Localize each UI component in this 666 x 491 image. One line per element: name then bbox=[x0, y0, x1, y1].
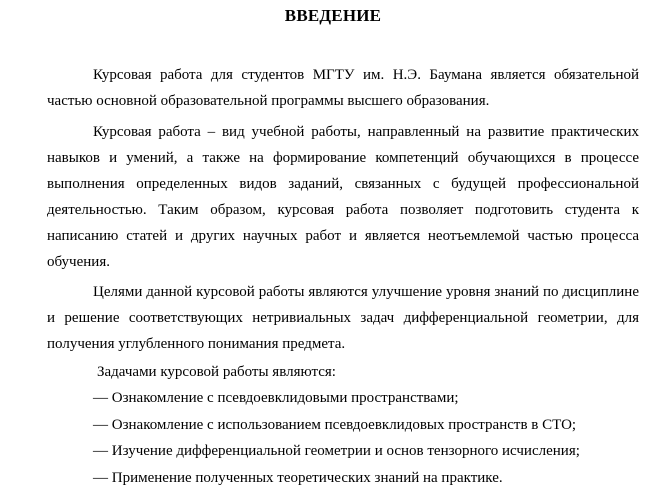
paragraph-course-work-goals: Целями данной курсовой работы являются улучшение уровня знаний по дисциплине и решение соответствующих нетривиальных задач дифференциальной геометрии, для получения углубленного понимания предмета. bbox=[47, 284, 639, 352]
page-title: ВВЕДЕНИЕ bbox=[284, 6, 382, 25]
paragraph-course-work-mandatory: Курсовая работа для студентов МГТУ им. Н.Э. Баумана является обязательной частью основной образовательной программы высшего образования. bbox=[47, 67, 639, 109]
list-item: — Изучение дифференциальной геометрии и основ тензорного исчисления; bbox=[93, 443, 580, 459]
tasks-list bbox=[93, 385, 580, 491]
list-item: — Применение полученных теоретических знаний на практике. bbox=[93, 469, 503, 486]
paragraph-course-work-definition: Курсовая работа – вид учебной работы, направленный на развитие практических навыков и умений, а также на формирование компетенций обучающихся в процессе выполнения определенных видов заданий, связанных с будущей профессиональной деятельностью. Таким образом, курсовая работа позволяет подготовить студента к написанию статей и других научных работ и является неотъемлемой частью процесса обучения. bbox=[47, 124, 639, 270]
tasks-intro: Задачами курсовой работы являются: bbox=[97, 364, 336, 380]
list-item: — Ознакомление с псевдоевклидовыми пространствами; bbox=[93, 390, 459, 406]
list-item: — Ознакомление с использованием псевдоевклидовых пространств в СТО; bbox=[93, 416, 577, 433]
